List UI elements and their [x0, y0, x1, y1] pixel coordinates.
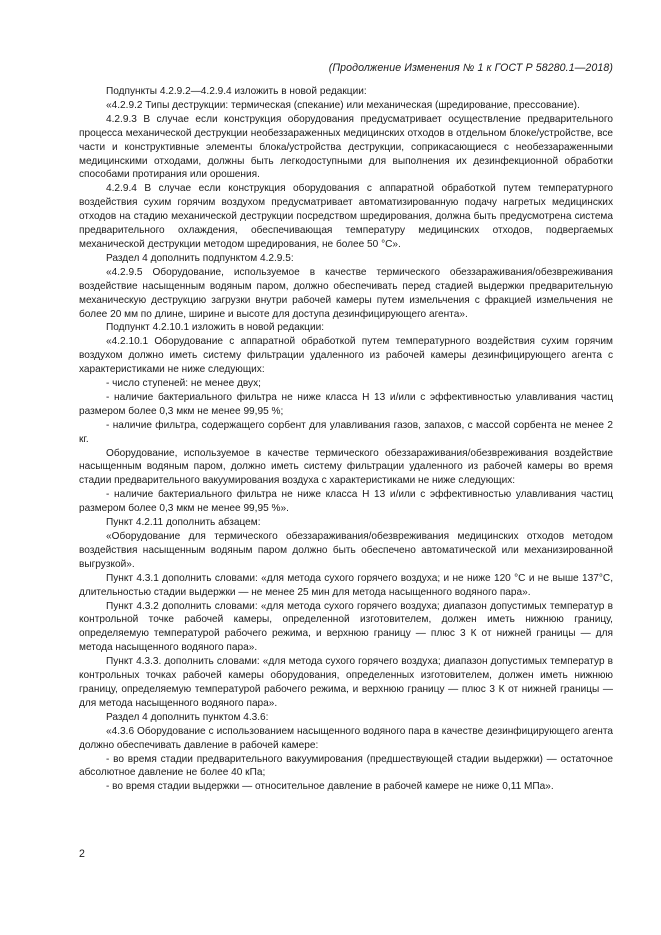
paragraph: «4.3.6 Оборудование с использованием насыщенного водяного пара в качестве дезинфицирующего агента должно обеспечивать давление в рабочей камере: [79, 725, 613, 751]
paragraph: «4.2.9.2 Типы деструкции: термическая (спекание) или механическая (шредирование, прессование). [106, 99, 580, 111]
list-item: - наличие фильтра, содержащего сорбент для улавливания газов, запахов, с массой сорбента не менее 2 кг. [79, 419, 613, 445]
paragraph: «Оборудование для термического обеззараживания/обезвреживания медицинских отходов методом воздействия насыщенным водяным паром должно быть обеспечено автоматической или механизированной выгрузкой». [79, 531, 613, 570]
running-header: (Продолжение Изменения № 1 к ГОСТ Р 58280.1—2018) [328, 62, 613, 74]
paragraph: Пункт 4.2.11 дополнить абзацем: [106, 517, 261, 529]
paragraph: Подпункты 4.2.9.2—4.2.9.4 изложить в новой редакции: [106, 86, 367, 97]
paragraph: «4.2.10.1 Оборудование с аппаратной обработкой путем температурного воздействия сухим горячим воздухом должно иметь систему фильтрации удаленного из рабочей камеры дезинфицирующего агента с характеристиками не ниже следующих: [79, 336, 613, 376]
document-body [79, 85, 613, 794]
paragraph: «4.2.9.5 Оборудование, используемое в качестве термического обеззараживания/обезвреживания воздействие насыщенным водяным паром, должно обеспечивать перед стадией выдержки предварительную механическую деструкцию загрузки внутри рабочей камеры путем измельчения с фракцией измельчения не более 20 мм по длине, ширине и высоте для доступа дезинфицирующего агента». [79, 266, 613, 320]
list-item: - число ступеней: не менее двух; [106, 378, 261, 390]
page-number: 2 [79, 848, 85, 860]
paragraph: Оборудование, используемое в качестве термического обеззараживания/обезвреживания воздействие насыщенным водяным паром, должно иметь систему фильтрации удаленного из рабочей камеры во время стадии предварительного вакуумирования воздуха с характеристиками не ниже следующих: [79, 447, 613, 487]
list-item: - во время стадии выдержки — относительное давление в рабочей камере не ниже 0,11 МПа». [106, 781, 554, 793]
paragraph: Пункт 4.3.1 дополнить словами: «для метода сухого горячего воздуха; и не ниже 120 °С и не выше 137°С, длительностью стадии выдержки — не менее 25 мин для метода насыщенного водяного пара». [79, 572, 613, 598]
paragraph: Раздел 4 дополнить подпунктом 4.2.9.5: [106, 252, 294, 264]
paragraph: 4.2.9.3 В случае если конструкция оборудования предусматривает осуществление предварительного процесса механической деструкции необеззараженных медицинских отходов в отдельном блоке/устройстве, все части и конструктивные элементы блока/устройства деструкции, соприкасающиеся с необеззараженными медицинскими отходами, должны быть легкодоступными для выполнения их дезинфекционной обработки способами протирания или орошения. [79, 113, 613, 181]
paragraph: Пункт 4.3.3. дополнить словами: «для метода сухого горячего воздуха; диапазон допустимых температур в контрольных точках рабочей камеры оборудования, определенных изготовителем, должен иметь нижнюю границу, определяемую температурой рабочего режима, и верхнюю границу — плюс 3 К от нижней границы — для метода насыщенного водяного пара». [79, 656, 613, 709]
paragraph: Пункт 4.3.2 дополнить словами: «для метода сухого горячего воздуха; диапазон допустимых температур в контрольной точке рабочей камеры, определенной изготовителем, должен иметь нижнюю границу, определяемую температурой рабочего режима, и верхнюю границу — плюс 3 К от нижней границы — для метода насыщенного водяного пара». [79, 600, 613, 654]
list-item: - во время стадии предварительного вакуумирования (предшествующей стадии выдержки) — остаточное абсолютное давление не более 40 кПа; [79, 753, 613, 779]
paragraph: Подпункт 4.2.10.1 изложить в новой редакции: [106, 322, 325, 334]
paragraph: Раздел 4 дополнить пунктом 4.3.6: [106, 711, 269, 723]
list-item: - наличие бактериального фильтра не ниже класса Н 13 и/или с эффективностью улавливания частиц размером более 0,3 мкм не менее 99,95 %». [79, 489, 613, 515]
list-item: - наличие бактериального фильтра не ниже класса Н 13 и/или с эффективностью улавливания частиц размером более 0,3 мкм не менее 99,95 %; [79, 391, 613, 417]
paragraph: 4.2.9.4 В случае если конструкция оборудования с аппаратной обработкой путем температурного воздействия сухим горячим воздухом предусматривает автоматизированную подачу нагретых медицинских отходов на стадию механической деструкции посредством шредирования, должна быть предусмотрена система предварительного охлаждения, обеспечивающая температуру медицинских отходов, подвергаемых механической деструкции методом шредирования, не более 50 °С». [79, 183, 613, 250]
